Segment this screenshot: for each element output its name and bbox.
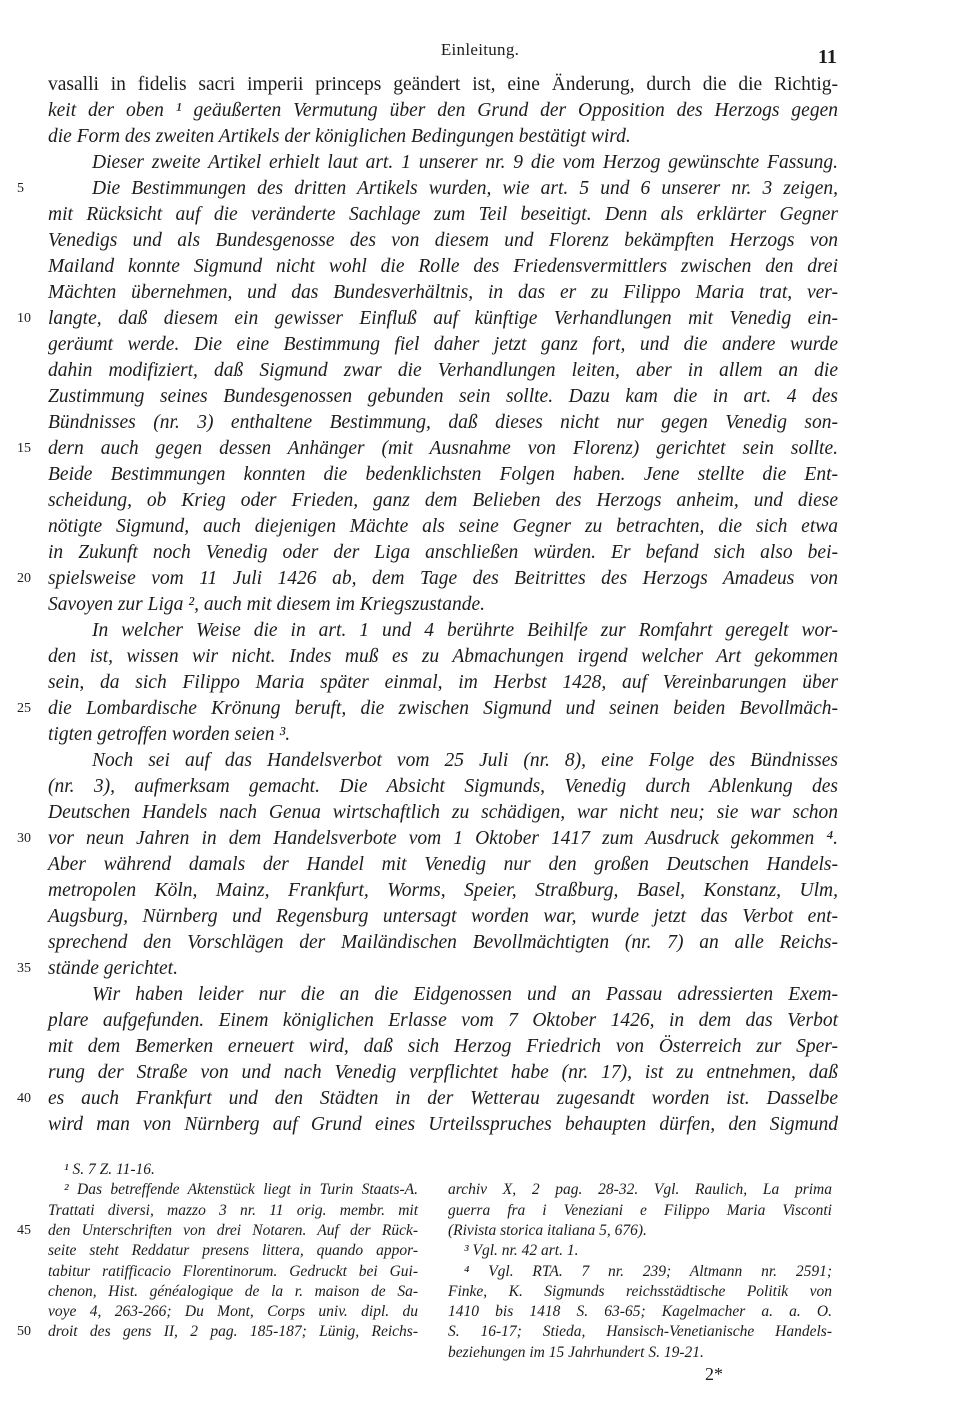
body-line: plare aufgefunden. Einem königlichen Erlasse vom 7 Oktober 1426, in dem das Verbot <box>48 1010 838 1031</box>
body-line: Aber während damals der Handel mit Venedig nur den großen Deutschen Handels- <box>48 854 838 875</box>
footnote-line: ³ Vgl. nr. 42 art. 1. <box>464 1242 579 1260</box>
body-line: In welcher Weise die in art. 1 und 4 berührte Beihilfe zur Romfahrt geregelt wor- <box>92 620 838 641</box>
body-line: Zustimmung seines Bundesgenossen gebunden sein sollte. Dazu kam die in art. 4 des <box>48 386 838 407</box>
footnote-line: beziehungen im 15 Jahrhundert S. 19-21. <box>448 1343 704 1361</box>
footnote-line: Trattati diversi, mazzo 3 nr. 11 orig. membr. mit <box>48 1201 418 1219</box>
body-line: es auch Frankfurt und den Städten in der Wetterau zugesandt worden ist. Dasselbe <box>48 1088 838 1109</box>
footnote-line: voye 4, 263-266; Du Mont, Corps univ. dipl. du <box>48 1303 418 1321</box>
body-line: (nr. 3), aufmerksam gemacht. Die Absicht Sigmunds, Venedig durch Ablenkung des <box>48 776 838 797</box>
line-number: 25 <box>17 701 31 716</box>
body-line: den ist, wissen wir nicht. Indes muß es zu Abmachungen irgend welcher Art gekommen <box>48 646 838 667</box>
footnote-line: (Rivista storica italiana 5, 676). <box>448 1221 647 1239</box>
body-line: vasalli in fidelis sacri imperii princeps geändert ist, eine Änderung, durch die die Richtig- <box>48 74 838 95</box>
body-line: Augsburg, Nürnberg und Regensburg untersagt worden war, wurde jetzt das Verbot ent- <box>48 906 838 927</box>
body-line: nötigte Sigmund, auch diejenigen Mächte als seine Gegner zu betrachten, die sich etwa <box>48 516 838 537</box>
body-line: sprechend den Vorschlägen der Mailändischen Bevollmächtigten (nr. 7) an alle Reichs- <box>48 932 838 953</box>
body-line: mit Rücksicht auf die veränderte Sachlage zum Teil beseitigt. Denn als erklärter Gegner <box>48 204 838 225</box>
body-line: Beide Bestimmungen konnten die bedenklichsten Folgen haben. Jene stellte die Ent- <box>48 464 838 485</box>
footnote-line: droit des gens II, 2 pag. 185-187; Lünig, Reichs- <box>48 1323 418 1341</box>
footnote-line: ² Das betreffende Aktenstück liegt in Turin Staats-A. <box>64 1181 418 1199</box>
line-number: 15 <box>17 441 31 456</box>
line-number: 30 <box>17 831 31 846</box>
footnote-line: den Unterschriften von drei Notaren. Auf der Rück- <box>48 1221 418 1239</box>
footnote-line: archiv X, 2 pag. 28-32. Vgl. Raulich, La prima <box>448 1181 832 1199</box>
body-line: Savoyen zur Liga ², auch mit diesem im Kriegszustande. <box>48 594 485 615</box>
line-number: 20 <box>17 571 31 586</box>
line-number: 45 <box>17 1222 31 1238</box>
footnote-line: chenon, Hist. généalogique de la r. maison de Sa- <box>48 1282 418 1300</box>
body-line: Dieser zweite Artikel erhielt laut art. 1 unserer nr. 9 die vom Herzog gewünschte Fassung. <box>92 152 838 173</box>
body-line: Deutschen Handels nach Genua wirtschaftlich zu schädigen, war nicht neu; sie war schon <box>48 802 838 823</box>
body-line: Wir haben leider nur die an die Eidgenossen und an Passau adressierten Exem- <box>92 984 838 1005</box>
body-line: rung der Straße von und nach Venedig verpflichtet habe (nr. 17), ist zu entnehmen, daß <box>48 1062 838 1083</box>
body-line: in Zukunft noch Venedig oder der Liga anschließen würden. Er befand sich also bei- <box>48 542 838 563</box>
body-line: Die Bestimmungen des dritten Artikels wurden, wie art. 5 und 6 unserer nr. 3 zeigen, <box>92 178 838 199</box>
line-number: 40 <box>17 1091 31 1106</box>
body-line: Bündnisses (nr. 3) enthaltene Bestimmung, daß dieses nicht nur gegen Venedig son- <box>48 412 838 433</box>
line-number: 35 <box>17 961 31 976</box>
body-line: keit der oben ¹ geäußerten Vermutung über den Grund der Opposition des Herzogs gegen <box>48 100 838 121</box>
body-line: spielsweise vom 11 Juli 1426 ab, dem Tage des Beitrittes des Herzogs Amadeus von <box>48 568 838 589</box>
body-line: wird man von Nürnberg auf Grund eines Urteilsspruches behaupten dürfen, den Sigmund <box>48 1114 838 1135</box>
body-line: sein, da sich Filippo Maria später einmal, im Herbst 1428, auf Vereinbarungen über <box>48 672 838 693</box>
footnote-line: tabitur ratifficacio Florentinorum. Gedruckt bei Gui- <box>48 1262 418 1280</box>
body-line: dern auch gegen dessen Anhänger (mit Ausnahme von Florenz) gerichtet sein sollte. <box>48 438 838 459</box>
line-number: 50 <box>17 1324 31 1340</box>
body-line: Noch sei auf das Handelsverbot vom 25 Juli (nr. 8), eine Folge des Bündnisses <box>92 750 838 771</box>
body-line: die Form des zweiten Artikels der königlichen Bedingungen bestätigt wird. <box>48 126 631 147</box>
footnote-line: guerra fra i Veneziani e Filippo Maria Visconti <box>448 1201 832 1219</box>
footnote-line: Finke, K. Sigmunds reichsstädtische Politik von <box>448 1282 832 1300</box>
body-line: stände gerichtet. <box>48 958 178 979</box>
body-line: die Lombardische Krönung beruft, die zwischen Sigmund und seinen beiden Bevollmäch- <box>48 698 838 719</box>
body-line: dahin modifiziert, daß Sigmund zwar die Verhandlungen leiten, aber in allem an die <box>48 360 838 381</box>
footnote-line: ⁴ Vgl. RTA. 7 nr. 239; Altmann nr. 2591; <box>464 1262 832 1280</box>
line-number: 10 <box>17 311 31 326</box>
body-line: Mailand konnte Sigmund nicht wohl die Rolle des Friedensvermittlers zwischen den drei <box>48 256 838 277</box>
footnote-line: 1410 bis 1418 S. 63-65; Kagelmacher a. a. O. <box>448 1303 832 1321</box>
body-line: mit dem Bemerken erneuert wird, daß sich Herzog Friedrich von Österreich zur Sper- <box>48 1036 838 1057</box>
body-line: vor neun Jahren in dem Handelsverbote vom 1 Oktober 1417 zum Ausdruck gekommen ⁴. <box>48 828 838 849</box>
footnote-line: S. 16-17; Stieda, Hansisch-Venetianische Handels- <box>448 1323 832 1341</box>
body-line: scheidung, ob Krieg oder Frieden, ganz dem Belieben des Herzogs anheim, und diese <box>48 490 838 511</box>
body-line: metropolen Köln, Mainz, Frankfurt, Worms, Speier, Straßburg, Basel, Konstanz, Ulm, <box>48 880 838 901</box>
body-line: langte, daß diesem ein gewisser Einfluß auf künftige Verhandlungen mit Venedig ein- <box>48 308 838 329</box>
body-line: geräumt werde. Die eine Bestimmung fiel daher jetzt ganz fort, und die andere wurde <box>48 334 838 355</box>
signature-mark: 2* <box>705 1364 723 1384</box>
footnote-line: ¹ S. 7 Z. 11-16. <box>64 1161 155 1178</box>
body-line: Venedigs und als Bundesgenosse des von diesem und Florenz bekämpften Herzogs von <box>48 230 838 251</box>
page-number: 11 <box>818 46 837 68</box>
body-line: tigten getroffen worden seien ³. <box>48 724 291 745</box>
footnote-line: seite steht Reddatur presens littera, quando appor- <box>48 1242 418 1260</box>
running-head: Einleitung. <box>440 40 520 59</box>
line-number: 5 <box>17 181 24 196</box>
body-line: Mächten übernehmen, und das Bundesverhältnis, in das er zu Filippo Maria trat, ver- <box>48 282 838 303</box>
